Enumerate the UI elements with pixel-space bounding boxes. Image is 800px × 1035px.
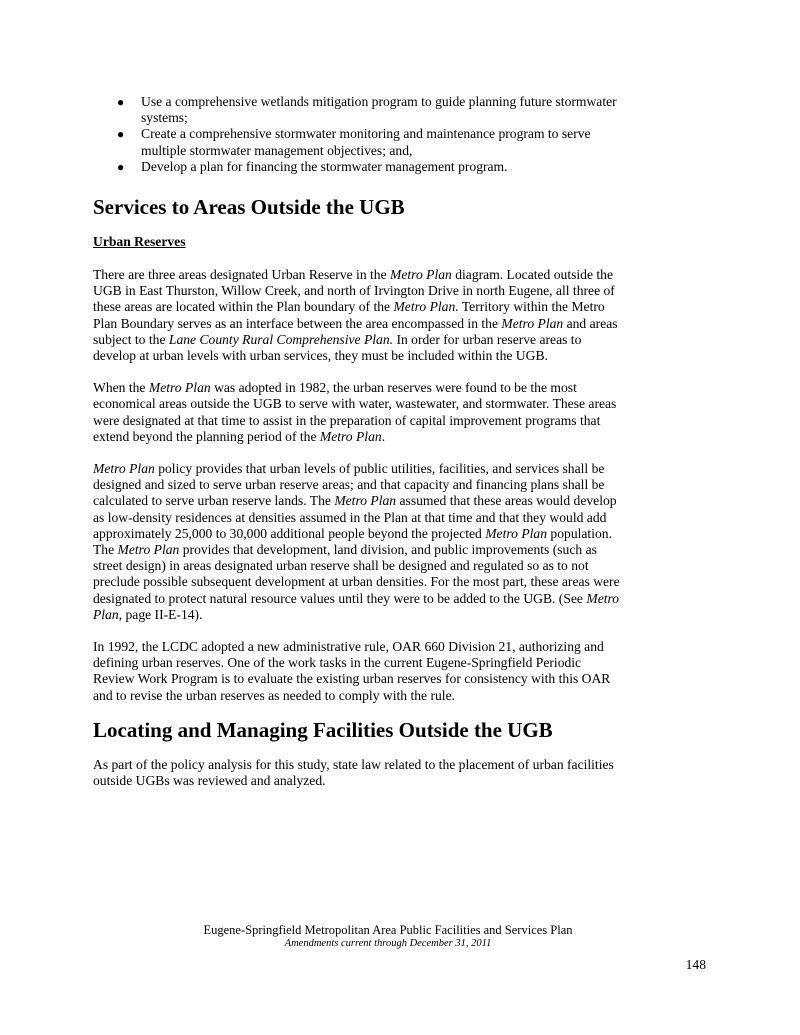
paragraph-metro-plan-1982: When the Metro Plan was adopted in 1982, the urban reserves were found to be the most economical areas outside the UGB to serve with water, wastewater, and stormwater. These areas were designated at that time to assist in the preparation of capital improvement programs that extend beyond the planning period of the Metro Plan. <box>93 380 617 444</box>
section-heading-services: Services to Areas Outside the UGB <box>93 195 405 220</box>
bullet-icon: ● <box>117 159 125 174</box>
list-item <box>117 158 715 175</box>
paragraph-urban-reserves-intro: There are three areas designated Urban Reserve in the Metro Plan diagram. Located outside the UGB in East Thurston, Willow Creek, and north of Irvington Drive in north Eugene, all three of these areas are located within the Plan boundary of the Metro Plan. Territory within the Metro Plan Boundary serves as an interface between the area encompassed in the Metro Plan and areas subject to the Lane County Rural Comprehensive Plan. In order for urban reserve areas to develop at urban levels with urban services, they must be included within the UGB. <box>93 267 618 364</box>
list-item-line: Create a comprehensive stormwater monitoring and maintenance program to serve <box>141 126 591 142</box>
bullet-icon: ● <box>117 95 125 109</box>
page-number: 148 <box>685 957 706 972</box>
footer-title: Eugene-Springfield Metropolitan Area Public Facilities and Services Plan <box>203 923 573 937</box>
list-item <box>117 126 715 158</box>
list-item-line: Use a comprehensive wetlands mitigation program to guide planning future stormwater <box>141 94 617 109</box>
footer-subtitle: Amendments current through December 31, 2011 <box>284 938 492 949</box>
paragraph-lcdc-1992: In 1992, the LCDC adopted a new administrative rule, OAR 660 Division 21, authorizing and defining urban reserves. One of the work tasks in the current Eugene-Springfield Periodic Review Work Program is to evaluate the existing urban reserves for consistency with this OAR and to revise the urban reserves as needed to comply with the rule. <box>93 639 611 703</box>
document-body <box>93 94 715 789</box>
stormwater-bullet-list <box>93 94 715 175</box>
paragraph-policy-analysis: As part of the policy analysis for this study, state law related to the placement of urban facilities outside UGBs was reviewed and analyzed. <box>93 756 614 789</box>
list-item-line: Develop a plan for financing the stormwater management program. <box>141 158 508 174</box>
bullet-icon: ● <box>117 127 125 142</box>
subheading-urban-reserves: Urban Reserves <box>93 234 186 250</box>
list-item-line: multiple stormwater management objectives; and, <box>141 142 413 158</box>
section-heading-locating-facilities: Locating and Managing Facilities Outside the UGB <box>93 717 553 742</box>
paragraph-metro-plan-policy: Metro Plan policy provides that urban levels of public utilities, facilities, and services shall be designed and sized to serve urban reserve areas; and that capacity and financing plans shall be calculated to serve urban reserve lands. The Metro Plan assumed that these areas would develop as low-density residences at densities assumed in the Plan at that time and that they would add approximately 25,000 to 30,000 additional people beyond the projected Metro Plan population. The Metro Plan provides that development, land division, and public improvements (such as street design) in areas designated urban reserve shall be designed and regulated so as to not preclude possible subsequent development at urban densities. For the most part, these areas were designated to protect natural resource values until they were to be added to the UGB. (See Metro Plan, page II-E-14). <box>93 461 620 622</box>
list-item <box>117 94 715 126</box>
page-footer <box>0 923 776 950</box>
list-item-line: systems; <box>141 110 188 126</box>
